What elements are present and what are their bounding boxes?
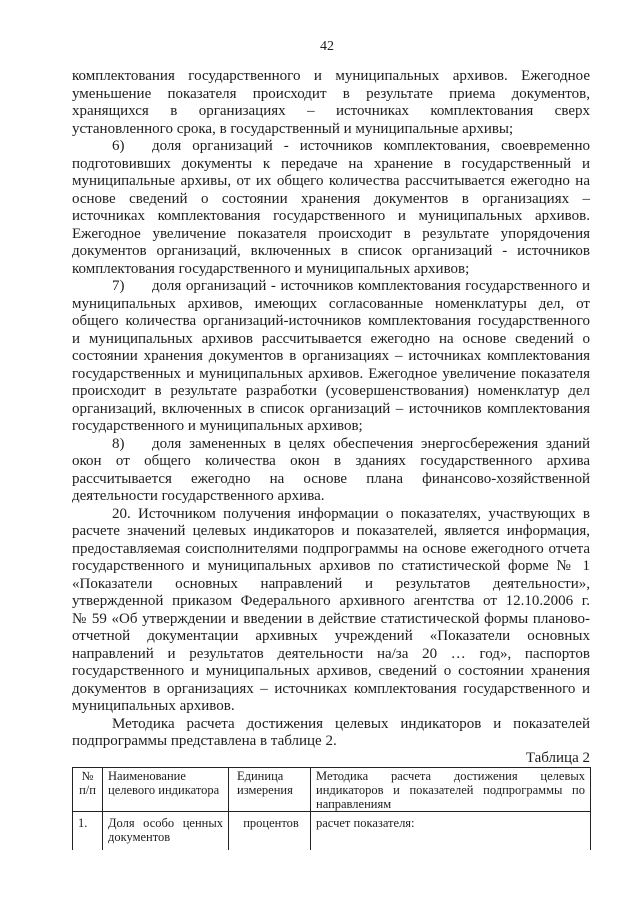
list-item-8 — [72, 436, 590, 506]
text-line: источниках комплектования государственного и муниципальных архивов. — [72, 208, 590, 224]
indicators-table — [72, 767, 591, 850]
text-line: муниципальные архивы, от их общего количества рассчитывается ежегодно на — [72, 173, 590, 189]
text-line: расчете значений целевых индикаторов и показателей, является информация, — [72, 523, 590, 539]
text-line: документов организаций, включенных в список организаций - источников — [72, 243, 590, 259]
text-line: хранящихся в организациях – источниках комплектования сверх — [72, 103, 590, 119]
text-line: и муниципальных архивов рассчитывается ежегодно на основе сведений о — [72, 330, 590, 347]
paragraph-method-note — [72, 716, 590, 751]
text-line — [72, 138, 590, 156]
text-line: государственного и муниципальных архивов по статистической форме № 1 — [72, 558, 590, 574]
text-line — [72, 278, 590, 296]
text-line: рассчитывается ежегодно на основе плана финансово-хозяйственной — [72, 470, 590, 487]
text-line: государственного и муниципальных архивов; — [72, 418, 363, 434]
table-caption: Таблица 2 — [525, 750, 590, 766]
list-item-7 — [72, 278, 590, 436]
list-item-number: 7) — [112, 278, 125, 294]
text-line: предоставляемая соисполнителями подпрограммы на основе ежегодного отчета — [72, 540, 590, 557]
paragraph-intro — [72, 68, 590, 138]
cell-text: документов — [108, 830, 171, 844]
document-body — [72, 68, 590, 751]
header-text: Единица — [237, 769, 284, 783]
text-line: «Показатели основных направлений и результатов деятельности», — [72, 575, 590, 592]
header-text: п/п — [79, 783, 96, 797]
text-line — [72, 436, 590, 454]
text-line-rest: доля организаций - источников комплектования, своевременно — [152, 138, 590, 154]
header-text: направлениям — [316, 797, 392, 811]
text-line: направлений и результатов деятельности на/за 20 … год», паспортов — [72, 645, 590, 662]
text-line: утвержденной приказом Федерального архивного агентства от 12.10.2006 г. — [72, 593, 590, 609]
text-line: окон от общего количества окон в зданиях государственного архива — [72, 453, 590, 469]
text-line-rest: доля организаций - источников комплектования государственного и — [152, 278, 590, 294]
table-cell-unit: процентов — [229, 812, 311, 851]
text-line: № 59 «Об утверждении и введении в действие статистической формы планово- — [72, 610, 590, 627]
paragraph-clause-20 — [72, 506, 590, 716]
text-line: документов в организациях – источниках комплектования государственного и — [72, 680, 590, 697]
table-row — [73, 812, 591, 851]
header-text: индикаторов и показателей подпрограммы по — [316, 783, 585, 797]
text-line: подпрограммы представлена в таблице 2. — [72, 733, 337, 749]
text-line: Ежегодное увеличение показателя происходит в результате упорядочения — [72, 225, 590, 242]
text-line-rest: доля замененных в целях обеспечения энергосбережения зданий — [152, 435, 590, 452]
text-line: основе сведений о состоянии хранения документов в организациях – — [72, 190, 590, 207]
page-number: 42 — [320, 39, 334, 54]
list-item-number: 6) — [112, 138, 125, 154]
text-line: состоянии хранения документов в организациях – источниках комплектования — [72, 348, 590, 364]
header-text: целевого индикатора — [108, 783, 220, 797]
header-cell-number — [73, 768, 103, 812]
table-cell-number: 1. — [73, 812, 103, 851]
text-line: организаций, включенных в список организаций – источников комплектования — [72, 400, 590, 417]
header-cell-name — [103, 768, 229, 812]
header-text: Наименование — [108, 769, 186, 783]
text-line: муниципальных архивов. — [72, 698, 235, 714]
header-text: измерения — [237, 783, 293, 797]
text-line: отчетной документации архивных учреждений «Показатели основных — [72, 628, 590, 644]
header-cell-method — [311, 768, 591, 812]
text-line: подготовивших документы к передаче на хранение в государственный и — [72, 155, 590, 172]
list-item-number: 8) — [112, 435, 125, 452]
text-line: комплектования государственного и муниципальных архивов. Ежегодное — [72, 68, 590, 84]
table-cell-name — [103, 812, 229, 851]
text-line: государственного и муниципальных архивов, сведений о состоянии хранения — [72, 663, 590, 679]
text-line: муниципальных архивов, имеющих согласованные номенклатуры дел, от — [72, 295, 590, 312]
list-item-6 — [72, 138, 590, 278]
header-cell-unit — [229, 768, 311, 812]
text-line: установленного срока, в государственный и муниципальные архивы; — [72, 120, 514, 137]
text-line: 20. Источником получения информации о показателях, участвующих в — [112, 505, 590, 522]
header-text: Методика расчета достижения целевых — [316, 769, 585, 783]
text-line: уменьшение показателя происходит в результате приема документов, — [72, 85, 590, 102]
text-line: деятельности государственного архива. — [72, 488, 325, 504]
table-cell-method: расчет показателя: — [311, 812, 591, 851]
text-line: государственных и муниципальных архивов. Ежегодное увеличение показателя — [72, 365, 590, 382]
cell-text: Доля особо ценных — [108, 816, 223, 830]
header-text: № — [81, 769, 94, 783]
text-line: Методика расчета достижения целевых индикаторов и показателей — [112, 715, 590, 732]
text-line: происходит в результате разработки (усовершенствования) номенклатур дел — [72, 383, 590, 399]
table-header-row — [73, 768, 591, 812]
text-line: общего количества организаций-источников комплектования государственного — [72, 313, 590, 329]
text-line: комплектования государственного и муниципальных архивов; — [72, 260, 470, 277]
